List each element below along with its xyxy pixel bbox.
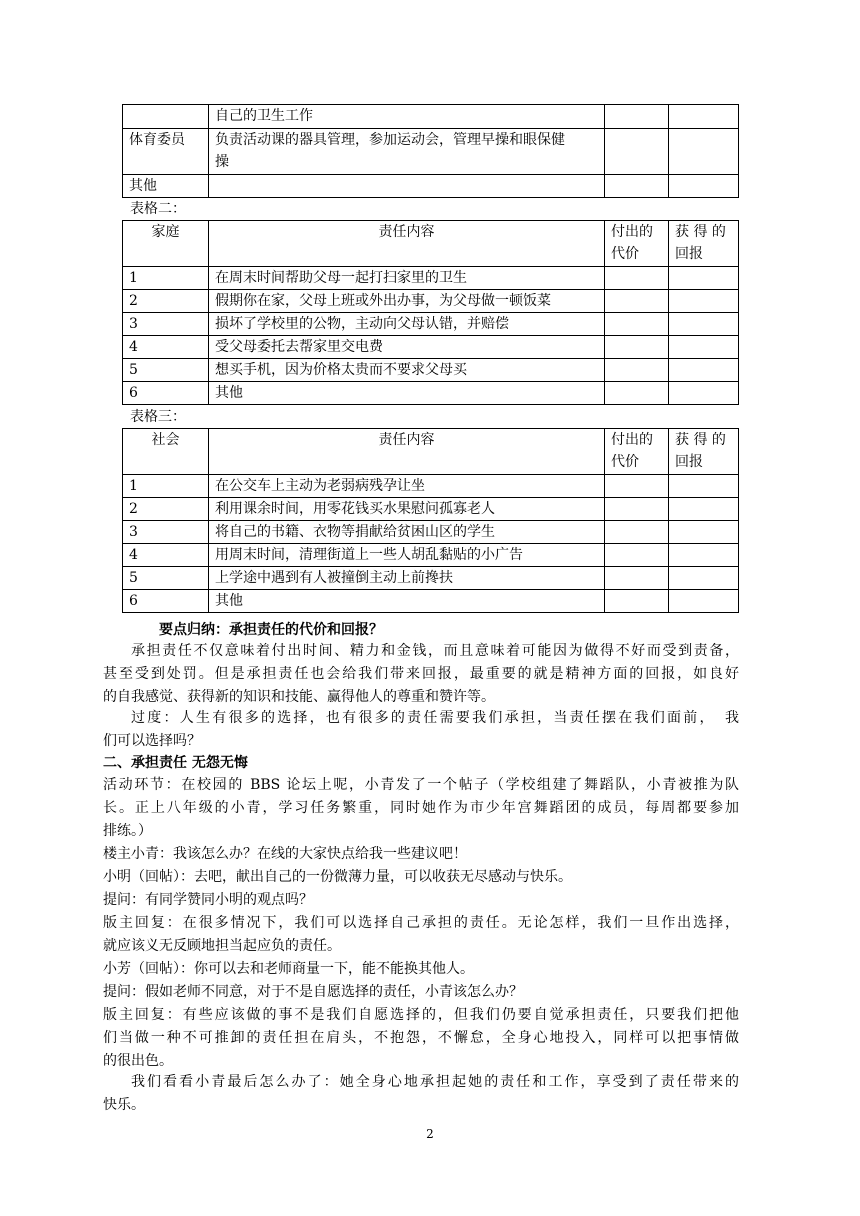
paragraph-line: 们可以选择吗？ xyxy=(103,733,201,749)
key-point-heading: 要点归纳：承担责任的代价和回报？ xyxy=(159,622,383,638)
header-line: 代价 xyxy=(611,454,639,470)
table-row xyxy=(123,590,739,613)
table-row xyxy=(123,359,739,382)
table-caption: 表格二： xyxy=(130,201,186,217)
table-cell-cost xyxy=(605,313,669,336)
paragraph-line: 们当做一种不可推卸的责任担在肩头，不抱怨，不懈怠，全身心地投入，同样可以把事情做 xyxy=(103,1030,739,1046)
row-number: 3 xyxy=(123,313,209,336)
header-reward xyxy=(669,221,739,267)
paragraph-line: 我们看看小青最后怎么办了：她全身心地承担起她的责任和工作，享受到了责任带来的 xyxy=(131,1074,739,1090)
row-number: 5 xyxy=(123,359,209,382)
header-family: 家庭 xyxy=(123,221,209,267)
table-cell-cost xyxy=(605,175,669,198)
table-header-row xyxy=(123,429,739,475)
row-content: 损坏了学校里的公物，主动向父母认错，并赔偿 xyxy=(209,313,605,336)
table-cell-reward xyxy=(669,175,739,198)
cell-line: 操 xyxy=(215,154,229,170)
table-row xyxy=(123,521,739,544)
table-cell-cost xyxy=(605,567,669,590)
paragraph-line: 承担责任不仅意味着付出时间、精力和金钱，而且意味着可能因为做得不好而受到责备， xyxy=(131,643,739,659)
table-cell-cost xyxy=(605,521,669,544)
paragraph-line: 版主回复：有些应该做的事不是我们自愿选择的，但我们仍要自觉承担责任，只要我们把他 xyxy=(103,1007,739,1023)
header-content: 责任内容 xyxy=(209,221,605,267)
row-number: 1 xyxy=(123,267,209,290)
table-header-row xyxy=(123,221,739,267)
paragraph-line: 的自我感觉、获得新的知识和技能、赢得他人的尊重和赞许等。 xyxy=(103,689,495,705)
row-content: 用周末时间，清理街道上一些人胡乱黏贴的小广告 xyxy=(209,544,605,567)
paragraph-line: 楼主小青：我该怎么办？在线的大家快点给我一些建议吧！ xyxy=(103,846,467,862)
table-row xyxy=(123,498,739,521)
row-content: 想买手机，因为价格太贵而不要求父母买 xyxy=(209,359,605,382)
table-row xyxy=(123,267,739,290)
header-line: 获 得 的 xyxy=(675,224,726,240)
section-heading: 二、承担责任 无怨无悔 xyxy=(103,755,248,771)
table-family-duties xyxy=(122,220,739,405)
row-content: 利用课余时间，用零花钱买水果慰问孤寡老人 xyxy=(209,498,605,521)
table-cell-reward xyxy=(669,267,739,290)
table-row xyxy=(123,475,739,498)
table-cell-reward xyxy=(669,590,739,613)
table-cell-role: 其他 xyxy=(123,175,209,198)
table-cell-cost xyxy=(605,336,669,359)
table-cell-cost xyxy=(605,105,669,129)
table-cell-reward xyxy=(669,521,739,544)
table-cell-cost xyxy=(605,359,669,382)
table-cell-cost xyxy=(605,544,669,567)
table-cell-role xyxy=(123,105,209,129)
paragraph-line: 的很出色。 xyxy=(103,1053,173,1069)
paragraph-line: 版主回复：在很多情况下，我们可以选择自己承担的责任。无论怎样，我们一旦作出选择， xyxy=(103,915,739,931)
row-number: 2 xyxy=(123,498,209,521)
row-number: 6 xyxy=(123,382,209,405)
paragraph-line: 排练。） xyxy=(103,823,152,839)
paragraph-line: 提问：假如老师不同意，对于不是自愿选择的责任，小青该怎么办？ xyxy=(103,984,523,1000)
row-number: 3 xyxy=(123,521,209,544)
row-number: 2 xyxy=(123,290,209,313)
table-cell-cost xyxy=(605,498,669,521)
table-cell-content xyxy=(209,175,605,198)
row-content: 将自己的书籍、衣物等捐献给贫困山区的学生 xyxy=(209,521,605,544)
table-row xyxy=(123,313,739,336)
header-line: 回报 xyxy=(675,246,703,262)
row-number: 5 xyxy=(123,567,209,590)
header-cost xyxy=(605,221,669,267)
table-cell-reward xyxy=(669,475,739,498)
paragraph-line: 小明（回帖）：去吧，献出自己的一份微薄力量，可以收获无尽感动与快乐。 xyxy=(103,869,572,885)
table-cell-reward xyxy=(669,336,739,359)
table-class-duties xyxy=(122,104,739,198)
table-row xyxy=(123,290,739,313)
row-content: 受父母委托去帮家里交电费 xyxy=(209,336,605,359)
row-number: 1 xyxy=(123,475,209,498)
header-cost xyxy=(605,429,669,475)
table-caption: 表格三： xyxy=(130,409,186,425)
header-line: 获 得 的 xyxy=(675,432,726,448)
table-cell-reward xyxy=(669,105,739,129)
row-number: 6 xyxy=(123,590,209,613)
table-row xyxy=(123,105,739,129)
paragraph-line: 提问：有同学赞同小明的观点吗？ xyxy=(103,892,313,908)
table-cell-cost xyxy=(605,475,669,498)
table-row xyxy=(123,544,739,567)
header-line: 付出的 xyxy=(611,224,653,240)
header-society: 社会 xyxy=(123,429,209,475)
paragraph-line: 快乐。 xyxy=(103,1097,145,1113)
table-cell-cost xyxy=(605,129,669,175)
table-cell-reward xyxy=(669,359,739,382)
header-content: 责任内容 xyxy=(209,429,605,475)
row-number: 4 xyxy=(123,336,209,359)
row-number: 4 xyxy=(123,544,209,567)
paragraph-line: 过度：人生有很多的选择，也有很多的责任需要我们承担，当责任摆在我们面前， 我 xyxy=(131,710,739,726)
paragraph-line: 小芳（回帖）：你可以去和老师商量一下，能不能换其他人。 xyxy=(103,961,474,977)
table-cell-cost xyxy=(605,290,669,313)
table-cell-cost xyxy=(605,267,669,290)
page-number: 2 xyxy=(426,1127,434,1141)
table-row xyxy=(123,336,739,359)
table-cell-reward xyxy=(669,290,739,313)
table-cell-reward xyxy=(669,382,739,405)
table-cell-cost xyxy=(605,382,669,405)
header-line: 回报 xyxy=(675,454,703,470)
table-cell-reward xyxy=(669,498,739,521)
paragraph-line: 就应该义无反顾地担当起应负的责任。 xyxy=(103,938,341,954)
table-cell-reward xyxy=(669,129,739,175)
table-cell-reward xyxy=(669,313,739,336)
paragraph-line: 甚至受到处罚。但是承担责任也会给我们带来回报，最重要的就是精神方面的回报，如良好 xyxy=(103,666,739,682)
header-reward xyxy=(669,429,739,475)
row-content: 在周末时间帮助父母一起打扫家里的卫生 xyxy=(209,267,605,290)
table-cell-reward xyxy=(669,567,739,590)
table-row xyxy=(123,175,739,198)
header-line: 代价 xyxy=(611,246,639,262)
row-content: 假期你在家，父母上班或外出办事，为父母做一顿饭菜 xyxy=(209,290,605,313)
table-row xyxy=(123,382,739,405)
table-society-duties xyxy=(122,428,739,613)
row-content: 上学途中遇到有人被撞倒主动上前搀扶 xyxy=(209,567,605,590)
table-cell-reward xyxy=(669,544,739,567)
table-cell-role: 体育委员 xyxy=(123,129,209,175)
row-content: 其他 xyxy=(209,590,605,613)
cell-line: 负责活动课的器具管理，参加运动会，管理早操和眼保健 xyxy=(215,132,565,148)
table-cell-content xyxy=(209,129,605,175)
paragraph-line: 长。正上八年级的小青，学习任务繁重，同时她作为市少年宫舞蹈团的成员，每周都要参加 xyxy=(103,800,739,816)
table-row xyxy=(123,567,739,590)
paragraph-line: 活动环节：在校园的 BBS 论坛上呢，小青发了一个帖子（学校组建了舞蹈队，小青被推为队 xyxy=(103,777,739,793)
row-content: 在公交车上主动为老弱病残孕让坐 xyxy=(209,475,605,498)
row-content: 其他 xyxy=(209,382,605,405)
table-row xyxy=(123,129,739,175)
table-cell-content: 自己的卫生工作 xyxy=(209,105,605,129)
table-cell-cost xyxy=(605,590,669,613)
header-line: 付出的 xyxy=(611,432,653,448)
